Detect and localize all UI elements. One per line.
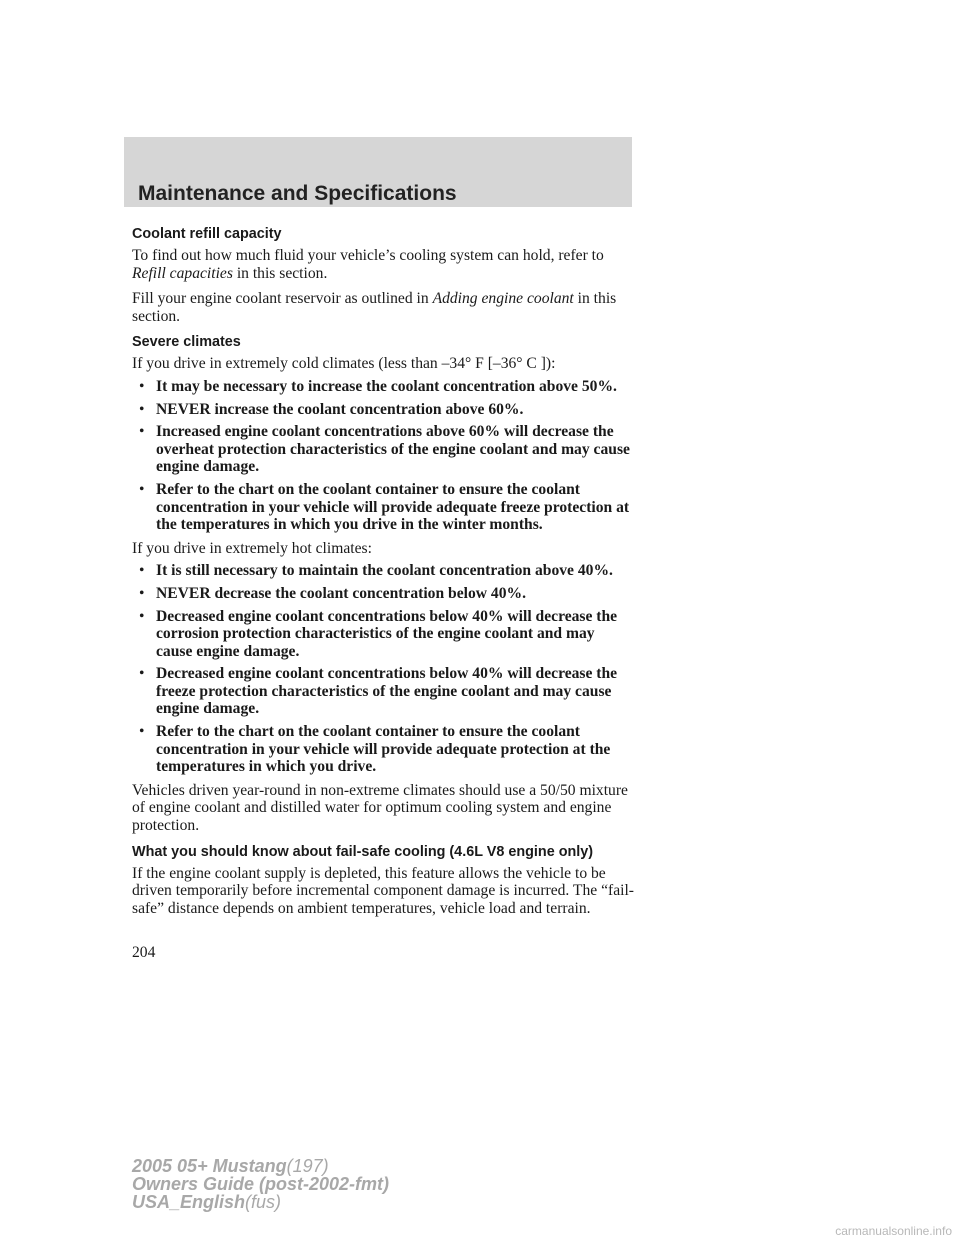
list-item: • Decreased engine coolant concentrations below 40% will decrease the corrosion protection characteristics of the engine coolant and may cause engine damage. (139, 607, 618, 660)
fail-safe-paragraph: If the engine coolant supply is depleted, this feature allows the vehicle to be driven temporarily before incremental component damage is incurred. The “fail-safe” distance depends on ambient temperatures, vehicle load and terrain. (132, 864, 634, 917)
list-item: • NEVER increase the coolant concentration above 60%. (139, 400, 524, 418)
footer-line-2: Owners Guide (post-2002-fmt) (132, 1174, 390, 1194)
footer-line-1: 2005 05+ Mustang(197) (132, 1156, 329, 1176)
list-item: • Refer to the chart on the coolant container to ensure the coolant concentration in your vehicle will provide adequate freeze protection at the temperatures in which you drive in the winter months. (139, 480, 630, 534)
document-footer (132, 1157, 389, 1211)
non-extreme-climate-paragraph: Vehicles driven year-round in non-extreme climates should use a 50/50 mixture of engine coolant and distilled water for optimum cooling system and engine protection. (132, 781, 628, 835)
cold-climate-list (132, 378, 634, 534)
cold-climate-intro: If you drive in extremely cold climates (less than –34° F [–36° C ]): (132, 355, 556, 373)
heading-severe-climates: Severe climates (132, 334, 241, 351)
footer-line-3: USA_English(fus) (132, 1192, 282, 1212)
list-item: • It is still necessary to maintain the coolant concentration above 40%. (139, 562, 613, 580)
list-item: • It may be necessary to increase the coolant concentration above 50%. (139, 377, 617, 395)
refill-paragraph-1: To find out how much fluid your vehicle’s cooling system can hold, refer to Refill capacities in this section. (132, 247, 604, 282)
watermark: carmanualsonline.info (835, 1224, 952, 1238)
page-content (132, 222, 634, 925)
list-item: • Refer to the chart on the coolant container to ensure the coolant concentration in your vehicle will provide adequate protection at the temperatures in which you drive. (139, 723, 611, 776)
refill-capacities-reference: Refill capacities (132, 264, 233, 282)
hot-climate-intro: If you drive in extremely hot climates: (132, 539, 372, 557)
page-header (124, 137, 632, 207)
list-item: • Decreased engine coolant concentrations below 40% will decrease the freeze protection characteristics of the engine coolant and may cause engine damage. (139, 665, 618, 718)
hot-climate-list (132, 562, 634, 776)
list-item: • Increased engine coolant concentrations above 60% will decrease the overheat protection characteristics of the engine coolant and may cause engine damage. (139, 423, 630, 476)
refill-paragraph-2: Fill your engine coolant reservoir as outlined in Adding engine coolant in this section. (132, 290, 617, 325)
heading-coolant-refill-capacity: Coolant refill capacity (132, 226, 282, 242)
list-item: • NEVER decrease the coolant concentration below 40%. (139, 584, 527, 602)
heading-fail-safe-cooling: What you should know about fail-safe cooling (4.6L V8 engine only) (132, 843, 594, 860)
page-title: Maintenance and Specifications (138, 182, 457, 205)
adding-engine-coolant-reference: Adding engine coolant (432, 290, 574, 308)
page-number: 204 (132, 944, 156, 961)
